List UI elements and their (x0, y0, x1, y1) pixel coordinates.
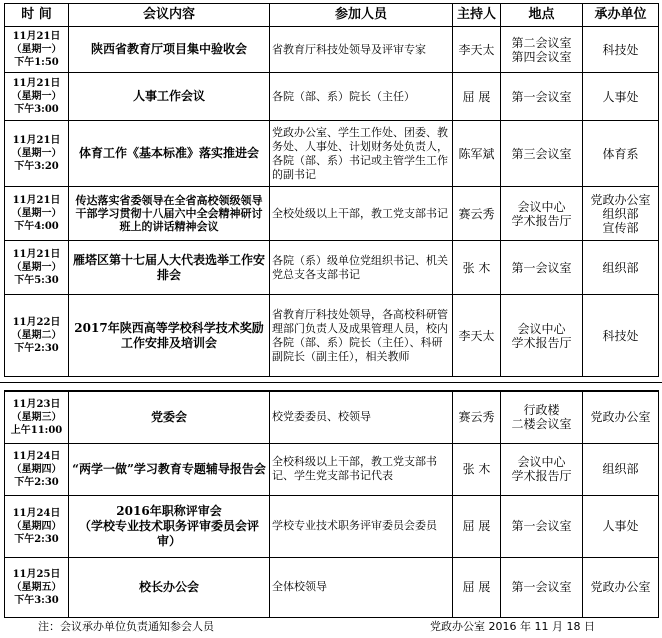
meeting-host: 李天太 (453, 295, 501, 377)
meeting-location: 行政楼 二楼会议室 (501, 391, 583, 443)
meeting-content: 党委会 (69, 391, 270, 443)
table-header-row (5, 4, 659, 27)
page-break-divider (0, 382, 662, 385)
meeting-organizer: 党政办公室 组织部 宣传部 (583, 187, 659, 241)
table-row (5, 27, 659, 73)
meeting-time: 11月24日 （星期四） 下午2:30 (5, 443, 69, 495)
schedule-table-continued (4, 390, 659, 618)
meeting-host: 屈 展 (453, 73, 501, 121)
meeting-organizer: 人事处 (583, 495, 659, 557)
meeting-organizer: 党政办公室 (583, 557, 659, 617)
table-row (5, 443, 659, 495)
table-row (5, 241, 659, 295)
meeting-content: 校长办公会 (69, 557, 270, 617)
meeting-participants: 各院（系）级单位党组织书记、机关党总支各支部书记 (270, 241, 453, 295)
meeting-time: 11月21日 （星期一） 下午1:50 (5, 27, 69, 73)
meeting-location: 第三会议室 (501, 121, 583, 187)
meeting-location: 第一会议室 (501, 495, 583, 557)
meeting-content: 2016年职称评审会 （学校专业技术职务评审委员会评审） (69, 495, 270, 557)
footer-issuer-date: 党政办公室 2016 年 11 月 18 日 (430, 620, 595, 633)
meeting-content: 人事工作会议 (69, 73, 270, 121)
meeting-organizer: 党政办公室 (583, 391, 659, 443)
meeting-content: 体育工作《基本标准》落实推进会 (69, 121, 270, 187)
header-host: 主持人 (453, 4, 501, 27)
meeting-time: 11月21日 （星期一） 下午3:20 (5, 121, 69, 187)
meeting-host: 赛云秀 (453, 187, 501, 241)
meeting-organizer: 科技处 (583, 295, 659, 377)
meeting-time: 11月22日 （星期二） 下午2:30 (5, 295, 69, 377)
table-row (5, 187, 659, 241)
header-location: 地点 (501, 4, 583, 27)
meeting-organizer: 科技处 (583, 27, 659, 73)
meeting-host: 屈 展 (453, 557, 501, 617)
meeting-location: 会议中心 学术报告厅 (501, 443, 583, 495)
table-row (5, 295, 659, 377)
meeting-participants: 全校处级以上干部，教工党支部书记 (270, 187, 453, 241)
meeting-location: 会议中心 学术报告厅 (501, 187, 583, 241)
meeting-location: 第一会议室 (501, 73, 583, 121)
meeting-participants: 全体校领导 (270, 557, 453, 617)
meeting-participants: 省教育厅科技处领导，各高校科研管理部门负责人及成果管理人员，校内各院（部、系）院长（主任）、科研副院长（副主任），相关教师 (270, 295, 453, 377)
footer-note: 注：会议承办单位负责通知参会人员 (38, 620, 214, 633)
meeting-host: 陈军斌 (453, 121, 501, 187)
meeting-time: 11月25日 （星期五） 下午3:30 (5, 557, 69, 617)
table-row (5, 557, 659, 617)
meeting-location: 第二会议室 第四会议室 (501, 27, 583, 73)
meeting-host: 李天太 (453, 27, 501, 73)
table-row (5, 495, 659, 557)
meeting-participants: 校党委委员、校领导 (270, 391, 453, 443)
meeting-time: 11月21日 （星期一） 下午3:00 (5, 73, 69, 121)
meeting-time: 11月24日 （星期四） 下午2:30 (5, 495, 69, 557)
meeting-time: 11月21日 （星期一） 下午4:00 (5, 187, 69, 241)
meeting-participants: 学校专业技术职务评审委员会委员 (270, 495, 453, 557)
meeting-time: 11月23日 （星期三） 上午11:00 (5, 391, 69, 443)
meeting-host: 屈 展 (453, 495, 501, 557)
meeting-content: 2017年陕西高等学校科学技术奖励工作安排及培训会 (69, 295, 270, 377)
meeting-location: 第一会议室 (501, 557, 583, 617)
meeting-host: 赛云秀 (453, 391, 501, 443)
header-content: 会议内容 (69, 4, 270, 27)
meeting-participants: 省教育厅科技处领导及评审专家 (270, 27, 453, 73)
meeting-participants: 全校科级以上干部，教工党支部书记、学生党支部书记代表 (270, 443, 453, 495)
meeting-organizer: 体育系 (583, 121, 659, 187)
table-row (5, 391, 659, 443)
meeting-organizer: 组织部 (583, 241, 659, 295)
meeting-content: 雁塔区第十七届人大代表选举工作安排会 (69, 241, 270, 295)
header-organizer: 承办单位 (583, 4, 659, 27)
meeting-participants: 各院（部、系）院长（主任） (270, 73, 453, 121)
meeting-content: 传达落实省委领导在全省高校领级领导干部学习贯彻十八届六中全会精神研讨班上的讲话精神会议 (69, 187, 270, 241)
meeting-content: 陕西省教育厅项目集中验收会 (69, 27, 270, 73)
header-participants: 参加人员 (270, 4, 453, 27)
meeting-time: 11月21日 （星期一） 下午5:30 (5, 241, 69, 295)
meeting-location: 第一会议室 (501, 241, 583, 295)
meeting-organizer: 组织部 (583, 443, 659, 495)
meeting-organizer: 人事处 (583, 73, 659, 121)
meeting-content: “两学一做”学习教育专题辅导报告会 (69, 443, 270, 495)
meeting-participants: 党政办公室、学生工作处、团委、教务处、人事处、计划财务处负责人，各院（部、系）书记或主管学生工作的副书记 (270, 121, 453, 187)
meeting-host: 张 木 (453, 443, 501, 495)
table-row (5, 121, 659, 187)
schedule-table (4, 3, 659, 377)
table-row (5, 73, 659, 121)
header-time: 时 间 (5, 4, 69, 27)
meeting-host: 张 木 (453, 241, 501, 295)
meeting-location: 会议中心 学术报告厅 (501, 295, 583, 377)
